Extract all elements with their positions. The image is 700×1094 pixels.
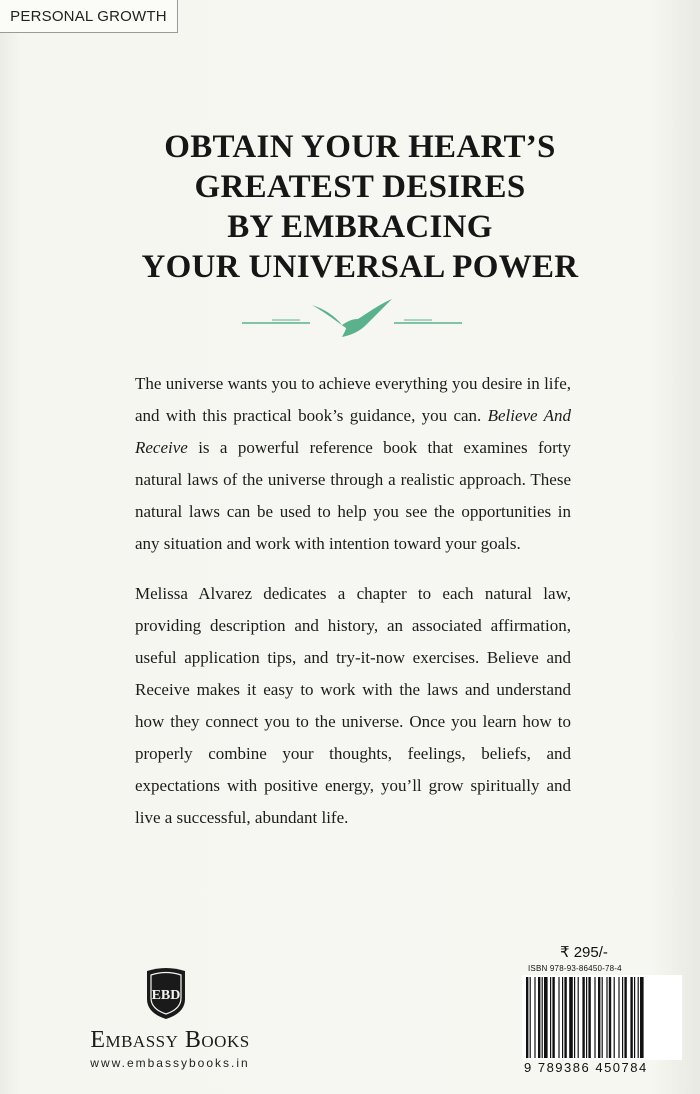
bird-icon: [312, 299, 392, 337]
barcode-bar: [594, 977, 595, 1058]
barcode-bar: [578, 977, 579, 1058]
barcode-bar: [526, 977, 528, 1058]
book-title: Believe And Receive: [135, 406, 571, 457]
publisher-url: www.embassybooks.in: [90, 1056, 250, 1070]
barcode-bar: [586, 977, 587, 1058]
barcode-bar: [562, 977, 563, 1058]
barcode-bar: [630, 977, 632, 1058]
headline-line: GREATEST DESIRES: [194, 169, 526, 205]
barcode-bar: [602, 977, 603, 1058]
barcode-digits: 9 789386 450784: [524, 1060, 648, 1075]
barcode-bar: [534, 977, 535, 1058]
headline-line: YOUR UNIVERSAL POWER: [141, 249, 579, 285]
publisher-logo-icon: [143, 965, 189, 1021]
blurb-paragraph-1: [135, 368, 571, 560]
barcode-bar: [582, 977, 584, 1058]
barcode-bar: [640, 977, 644, 1058]
barcode-bar: [558, 977, 559, 1058]
barcode-bar: [624, 977, 626, 1058]
barcode-bar: [544, 977, 548, 1058]
barcode-bar: [530, 977, 531, 1058]
barcode-bar: [634, 977, 635, 1058]
headline-line: BY EMBRACING: [227, 209, 493, 245]
barcode-bar: [606, 977, 607, 1058]
barcode-bar: [542, 977, 543, 1058]
barcode-bar: [552, 977, 554, 1058]
barcode-bar: [564, 977, 566, 1058]
barcode-bar: [569, 977, 573, 1058]
barcode-bar: [609, 977, 611, 1058]
isbn-label: ISBN 978-93-86450-78-4: [528, 964, 622, 973]
blurb: [135, 368, 571, 852]
barcode-bar: [588, 977, 590, 1058]
blurb-text: is a powerful reference book that examines forty natural laws of the universe through a realistic approach. These natural laws can be used to help you see the opportunities in any situation and work with intention toward your goals.: [135, 438, 571, 553]
barcode-bar: [614, 977, 615, 1058]
headline-line: OBTAIN YOUR HEART’S: [164, 129, 556, 165]
barcode-bar: [550, 977, 551, 1058]
price: ₹ 295/-: [560, 944, 608, 961]
barcode-bar: [574, 977, 575, 1058]
headline: [80, 127, 640, 287]
blurb-paragraph-2: Melissa Alvarez dedicates a chapter to each natural law, providing description and history, an associated affirmation, useful application tips, and try-it-now exercises. Believe and Receive makes it easy to work with the laws and understand how they connect you to the universe. Once you learn how to properly combine your thoughts, feelings, beliefs, and expectations with positive energy, you’ll grow spiritually and live a successful, abundant life.: [135, 584, 571, 827]
barcode: [522, 975, 682, 1060]
bird-ornament: [242, 295, 462, 340]
barcode-bar: [618, 977, 619, 1058]
barcode-bar: [638, 977, 639, 1058]
publisher-name: Embassy Books: [90, 1027, 250, 1053]
publisher-logo-text: EBD: [151, 988, 181, 1003]
barcode-bar: [598, 977, 600, 1058]
blurb-text: The universe wants you to achieve everything you desire in life, and with this practical book’s guidance, you can.: [135, 374, 571, 425]
barcode-bar: [538, 977, 540, 1058]
barcode-bar: [622, 977, 623, 1058]
genre-tag: PERSONAL GROWTH: [0, 0, 178, 33]
